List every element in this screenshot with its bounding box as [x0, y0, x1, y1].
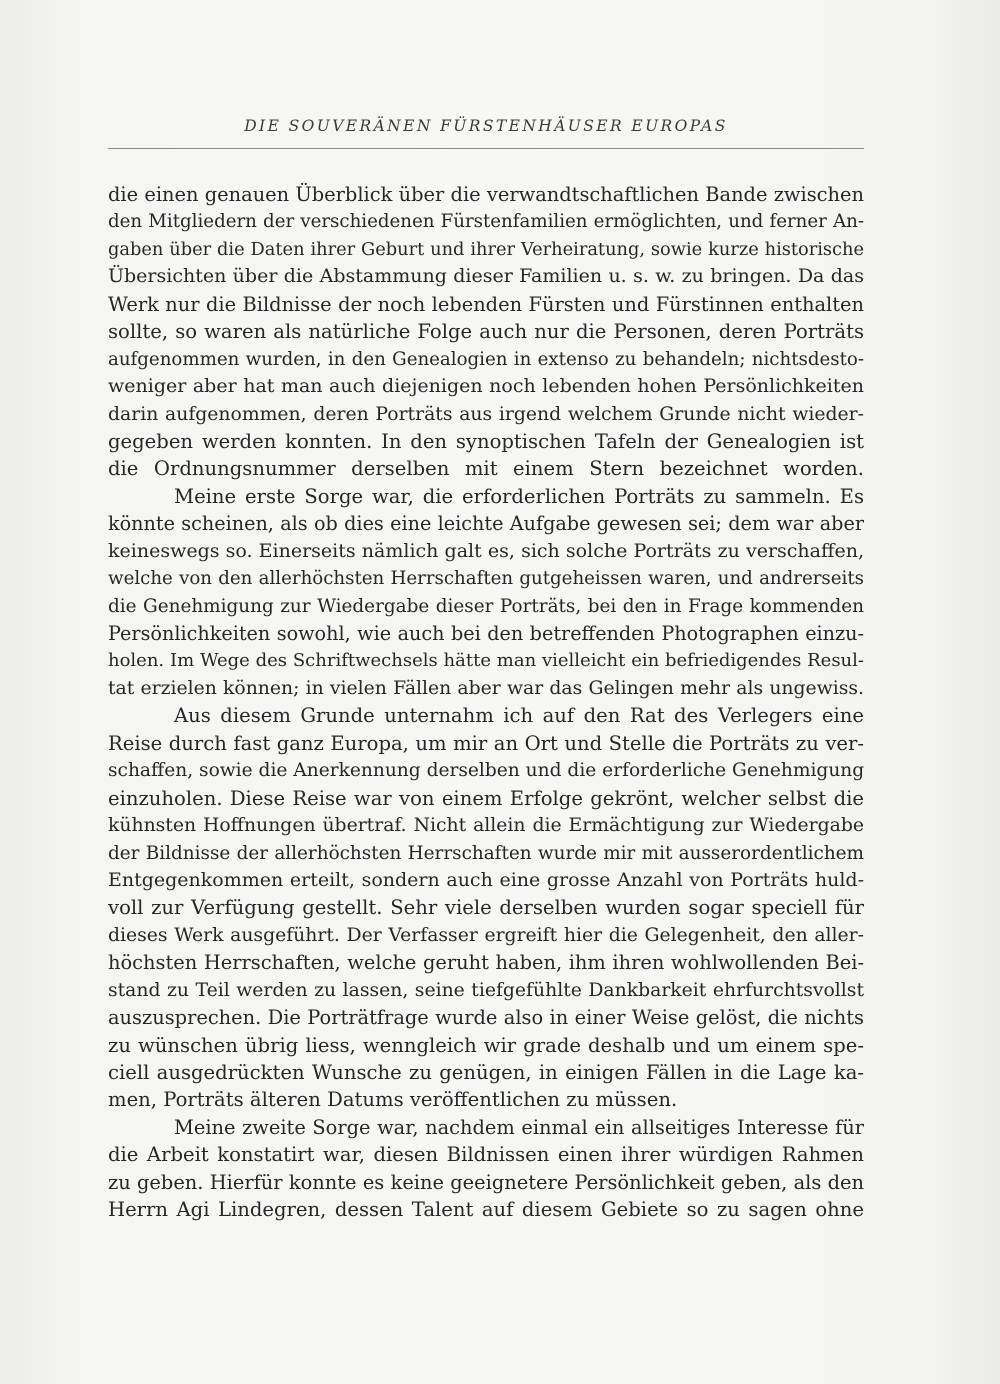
- text-line: der Bildnisse der allerhöchsten Herrschaften wurde mir mit ausserordentlichem: [108, 842, 864, 864]
- text-line: welche von den allerhöchsten Herrschaften gutgeheissen waren, und andrerseits: [108, 568, 864, 590]
- paragraph-first-line: Meine zweite Sorge war, nachdem einmal ein allseitiges Interesse für: [174, 1115, 864, 1139]
- text-line: weniger aber hat man auch diejenigen noch lebenden hohen Persönlichkeiten: [108, 375, 864, 398]
- text-line: kühnsten Hoffnungen übertraf. Nicht allein die Ermächtigung zur Wiedergabe: [108, 815, 864, 837]
- paragraph-last-line: die Ordnungsnummer derselben mit einem Stern bezeichnet worden.: [108, 457, 864, 481]
- text-line: Persönlichkeiten sowohl, wie auch bei den betreffenden Photographen einzu-: [108, 622, 864, 645]
- text-line: zu geben. Hierfür konnte es keine geeignetere Persönlichkeit geben, als den: [108, 1170, 864, 1194]
- text-line: stand zu Teil werden zu lassen, seine tiefgefühlte Dankbarkeit ehrfurchtsvollst: [108, 979, 864, 1001]
- text-line: könnte scheinen, als ob dies eine leichte Aufgabe gewesen sei; dem war aber: [108, 512, 864, 536]
- text-line: die Genehmigung zur Wiedergabe dieser Porträts, bei den in Frage kommenden: [108, 595, 864, 617]
- text-line: ciell ausgedrückten Wunsche zu genügen, in einigen Fällen in die Lage ka-: [108, 1061, 864, 1084]
- text-line: den Mitgliedern der verschiedenen Fürstenfamilien ermöglichten, und ferner An-: [108, 211, 864, 233]
- text-line: die einen genauen Überblick über die verwandtschaftlichen Bande zwischen: [108, 183, 864, 206]
- body-text: [108, 181, 864, 1224]
- text-line: keineswegs so. Einerseits nämlich galt es, sich solche Porträts zu verschaffen,: [108, 539, 864, 562]
- running-head: DIE SOUVERÄNEN FÜRSTENHÄUSER EUROPAS: [244, 117, 728, 135]
- text-line: gaben über die Daten ihrer Geburt und ihrer Verheiratung, sowie kurze historische: [108, 238, 864, 260]
- text-line: holen. Im Wege des Schriftwechsels hätte man vielleicht ein befriedigendes Resul-: [108, 650, 864, 672]
- text-line: Übersichten über die Abstammung dieser Familien u. s. w. zu bringen. Da das: [108, 265, 864, 288]
- text-line: einzuholen. Diese Reise war von einem Erfolge gekrönt, welcher selbst die: [108, 786, 864, 810]
- paragraph-last-line: tat erzielen können; in vielen Fällen aber war das Gelingen mehr als ungewiss.: [108, 677, 864, 699]
- text-line: voll zur Verfügung gestellt. Sehr viele derselben wurden sogar speciell für: [108, 896, 864, 920]
- paragraph-last-line: men, Porträts älteren Datums veröffentlichen zu müssen.: [108, 1088, 678, 1112]
- text-line: zu wünschen übrig liess, wenngleich wir grade deshalb und um einem spe-: [108, 1033, 864, 1057]
- paragraph-first-line: Aus diesem Grunde unternahm ich auf den Rat des Verlegers eine: [174, 704, 864, 728]
- text-line: Werk nur die Bildnisse der noch lebenden Fürsten und Fürstinnen enthalten: [108, 292, 864, 316]
- text-line: die Arbeit konstatirt war, diesen Bildnissen einen ihrer würdigen Rahmen: [108, 1143, 864, 1167]
- text-line: dieses Werk ausgeführt. Der Verfasser ergreift hier die Gelegenheit, den aller-: [108, 924, 864, 946]
- text-line: darin aufgenommen, deren Porträts aus irgend welchem Grunde nicht wieder-: [108, 403, 864, 425]
- text-line: Herrn Agi Lindegren, dessen Talent auf diesem Gebiete so zu sagen ohne: [108, 1198, 864, 1222]
- text-line: Entgegenkommen erteilt, sondern auch eine grosse Anzahl von Porträts huld-: [108, 868, 864, 891]
- text-line: sollte, so waren als natürliche Folge auch nur die Personen, deren Porträts: [108, 320, 864, 344]
- header-rule: [108, 148, 864, 149]
- text-line: aufgenommen wurden, in den Genealogien in extenso zu behandeln; nichtsdesto-: [108, 348, 864, 370]
- text-line: schaffen, sowie die Anerkennung derselben und die erforderliche Genehmigung: [108, 760, 864, 782]
- text-line: gegeben werden konnten. In den synoptischen Tafeln der Genealogien ist: [108, 429, 864, 453]
- text-line: höchsten Herrschaften, welche geruht haben, ihm ihren wohlwollenden Bei-: [108, 951, 864, 975]
- paragraph-first-line: Meine erste Sorge war, die erforderlichen Porträts zu sammeln. Es: [174, 484, 864, 508]
- text-line: Reise durch fast ganz Europa, um mir an Ort und Stelle die Porträts zu ver-: [108, 731, 864, 755]
- text-line: auszusprechen. Die Porträtfrage wurde also in einer Weise gelöst, die nichts: [108, 1006, 864, 1030]
